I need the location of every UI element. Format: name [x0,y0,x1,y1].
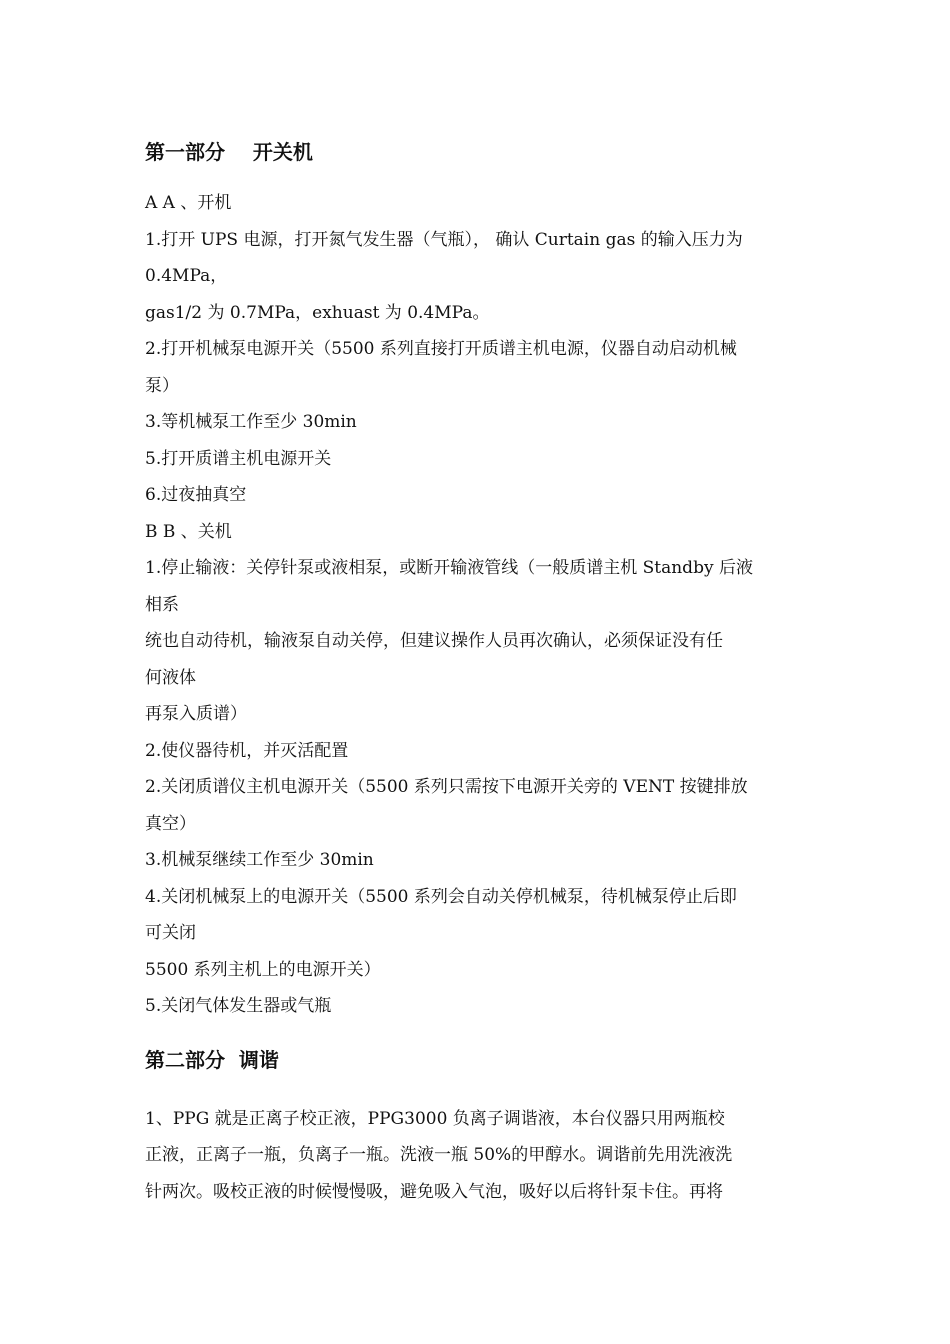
paragraph-line: 针两次。吸校正液的时候慢慢吸，避免吸入气泡，吸好以后将针泵卡住。再将 [145,1181,723,1202]
text-line: 5.打开质谱主机电源开关 [145,448,332,469]
part2-heading: 第二部分 调谐 [145,1047,279,1072]
text-line: 3.等机械泵工作至少 30min [145,412,357,432]
section-a-heading: A A 、开机 [145,193,232,213]
text-line: 相系 [145,594,179,615]
text-line: 可关闭 [145,923,196,943]
text-line: 2.打开机械泵电源开关（5500 系列直接打开质谱主机电源，仪器自动启动机械 [145,339,737,359]
text-line: 真空） [145,813,196,834]
document-content [145,137,810,1210]
paragraph-line: 1、PPG 就是正离子校正液，PPG3000 负离子调谐液，本台仪器只用两瓶校 [145,1108,725,1129]
text-line: 3.机械泵继续工作至少 30min [145,850,374,870]
section-a-steps [145,222,810,514]
text-line: 1.打开 UPS 电源，打开氮气发生器（气瓶）， 确认 Curtain gas 的输入压力为 [145,229,743,250]
text-line: 泵） [145,375,179,396]
text-line: 何液体 [145,667,196,688]
text-line: 2.使仪器待机，并灭活配置 [145,740,349,761]
paragraph-line: 正液，正离子一瓶，负离子一瓶。洗液一瓶 50%的甲醇水。调谐前先用洗液洗 [145,1145,733,1165]
text-line: 4.关闭机械泵上的电源开关（5500 系列会自动关停机械泵，待机械泵停止后即 [145,886,737,907]
text-line: 5.关闭气体发生器或气瓶 [145,996,332,1016]
text-line: gas1/2 为 0.7MPa，exhuast 为 0.4MPa。 [145,302,490,323]
text-line: 5500 系列主机上的电源开关） [145,959,381,980]
text-line: 再泵入质谱） [145,704,247,724]
text-line: 0.4MPa， [145,266,228,286]
section-b-steps [145,550,810,1025]
section-b-heading: B B 、关机 [145,521,232,542]
text-line: 2.关闭质谱仪主机电源开关（5500 系列只需按下电源开关旁的 VENT 按键排放 [145,777,748,797]
part2-paragraph [145,1101,810,1211]
text-line: 6.过夜抽真空 [145,485,247,505]
text-line: 1.停止输液：关停针泵或液相泵，或断开输液管线（一般质谱主机 Standby 后液 [145,558,753,578]
part1-heading: 第一部分 开关机 [145,140,313,164]
text-line: 统也自动待机，输液泵自动关停，但建议操作人员再次确认，必须保证没有任 [145,631,723,651]
